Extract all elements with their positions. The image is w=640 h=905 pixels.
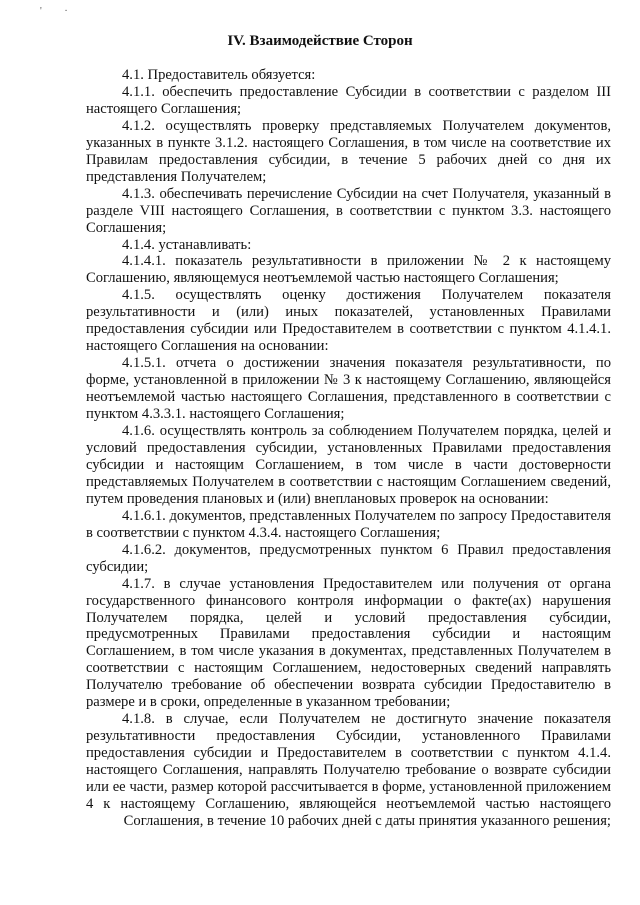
clause-4-1: 4.1. Предоставитель обязуется:	[122, 67, 316, 83]
scan-mark: '	[40, 6, 42, 17]
clause-4-1-1: 4.1.1. обеспечить предоставление Субсидии в соответствии с разделом III настоящего Соглашения;	[86, 83, 611, 117]
clause-4-1-2: 4.1.2. осуществлять проверку представляемых Получателем документов, указанных в пункте 3.1.2. настоящего Соглашения, в том числе на соответствие их Правилам предоставления субсидии, в течение 5 рабочих дней со дня их представления Получателем;	[86, 117, 611, 185]
scan-mark: ·	[64, 6, 68, 17]
clause-4-1-7: 4.1.7. в случае установления Предоставителем или получения от органа государственного финансового контроля информации о факте(ах) нарушения Получателем порядка, целей и условий предоставления субсидии, предусмотренных Правилами предоставления субсидии и настоящим Соглашением, в том числе указания в документах, представленных Получателем в соответствии с настоящим Соглашением, недостоверных сведений направлять Получателю требование об обеспечении возврата субсидии Предоставителю в размере и в сроки, определенные в указанном требовании;	[86, 575, 611, 711]
section-body	[86, 67, 611, 830]
section-title: IV. Взаимодействие Сторон	[227, 33, 413, 49]
clause-4-1-4-1: 4.1.4.1. показатель результативности в приложении № 2 к настоящему Соглашению, являющемуся неотъемлемой частью настоящего Соглашения;	[86, 253, 611, 287]
clause-4-1-6-2: 4.1.6.2. документов, предусмотренных пунктом 6 Правил предоставления субсидии;	[86, 541, 611, 575]
clause-4-1-3: 4.1.3. обеспечивать перечисление Субсидии на счет Получателя, указанный в разделе VIII настоящего Соглашения, в соответствии с пунктом 3.3. настоящего Соглашения;	[86, 185, 611, 236]
clause-4-1-6-1: 4.1.6.1. документов, представленных Получателем по запросу Предоставителя в соответствии с пунктом 4.3.4. настоящего Соглашения;	[86, 507, 611, 541]
clause-4-1-4: 4.1.4. устанавливать:	[122, 236, 252, 253]
clause-4-1-5-1: 4.1.5.1. отчета о достижении значения показателя результативности, по форме, установленной в приложении № 3 к настоящему Соглашению, являющейся неотъемлемой частью настоящего Соглашения, представленного в соответствии с пунктом 4.3.3.1. настоящего Соглашения;	[86, 355, 611, 423]
clause-4-1-5: 4.1.5. осуществлять оценку достижения Получателем показателя результативности и (или) иных показателей, установленных Правилами предоставления субсидии или Предоставителем в соответствии с пунктом 4.1.4.1. настоящего Соглашения на основании:	[86, 287, 611, 355]
clause-4-1-8: 4.1.8. в случае, если Получателем не достигнуто значение показателя результативности предоставления Субсидии, установленного Правилами предоставления субсидии и Предоставителем в соответствии с пунктом 4.1.4. настоящего Соглашения, направлять Получателю требование о возврате субсидии или ее части, размер которой рассчитывается в форме, установленной приложением 4 к настоящему Соглашению, являющейся неотъемлемой частью настоящего Соглашения, в течение 10 рабочих дней с даты принятия указанного решения;	[86, 711, 611, 829]
clause-4-1-6: 4.1.6. осуществлять контроль за соблюдением Получателем порядка, целей и условий предоставления субсидии, установленных Правилами предоставления субсидии и настоящим Соглашением, в том числе в части достоверности представляемых Получателем в соответствии с настоящим Соглашением сведений, путем проведения плановых и (или) внеплановых проверок на основании:	[86, 423, 611, 507]
scan-marks	[40, 7, 88, 17]
